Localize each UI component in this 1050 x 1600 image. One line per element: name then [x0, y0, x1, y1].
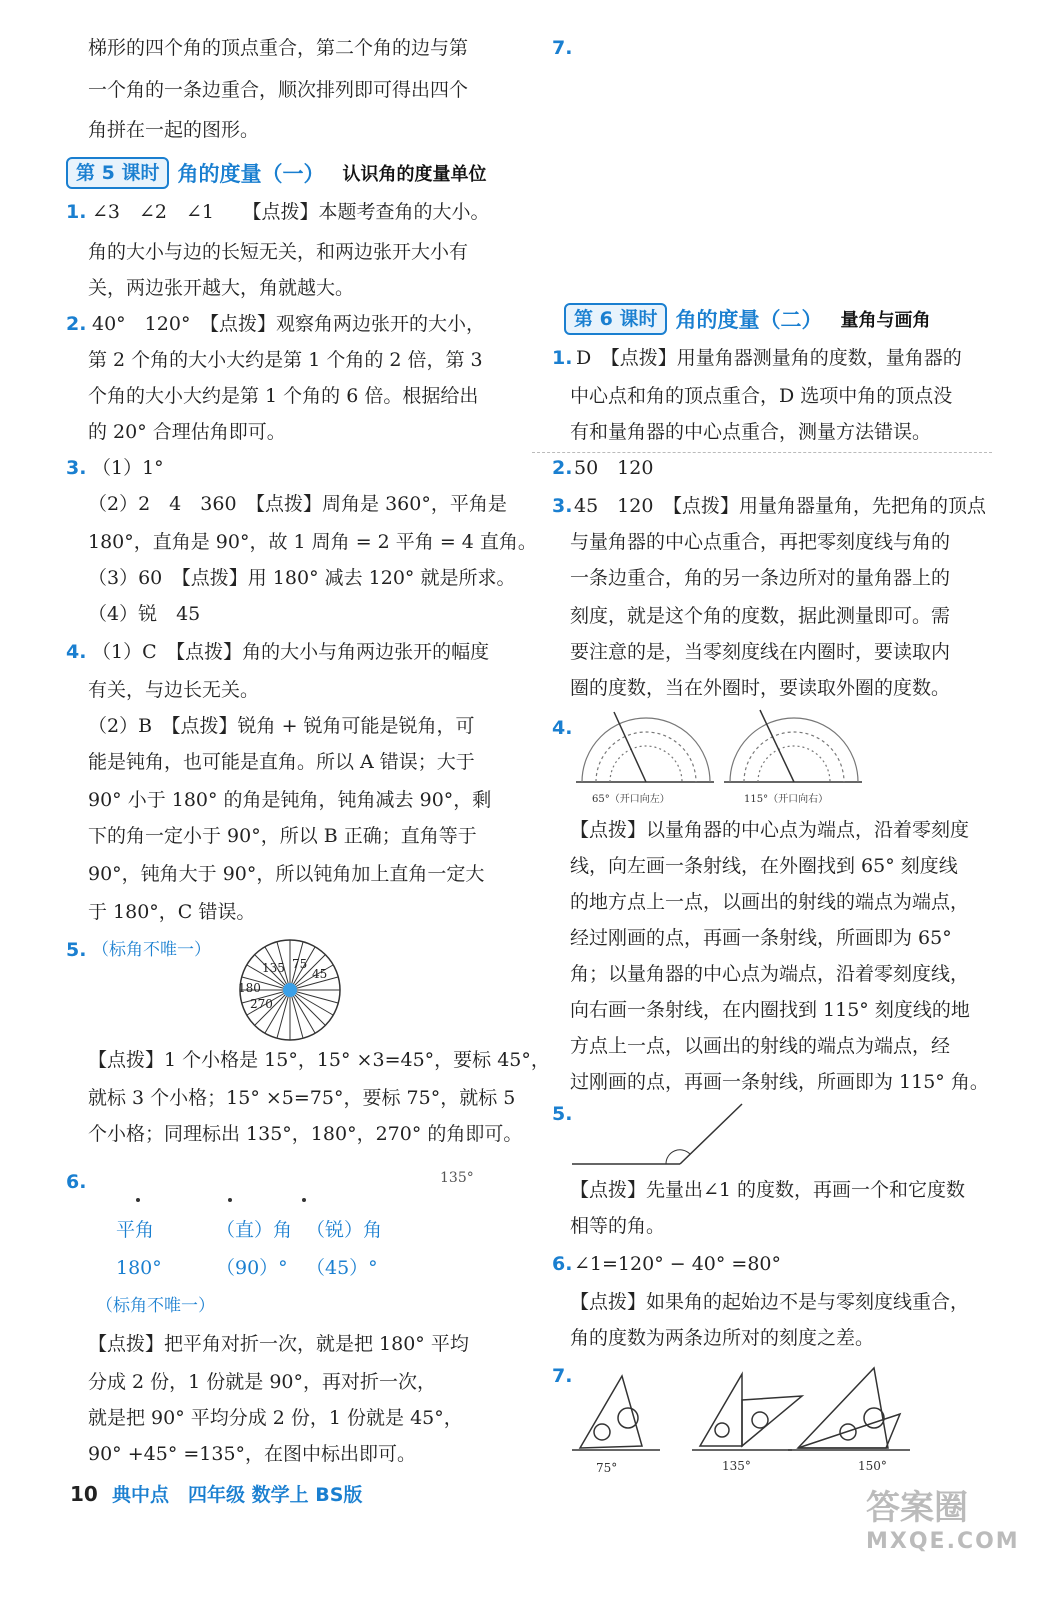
- answer-line: 下的角一定小于 90°，所以 B 正确；直角等于: [88, 825, 477, 847]
- question-number: 7.: [552, 37, 573, 59]
- figure-caption: 135°: [722, 1459, 751, 1473]
- answer-line: （3）60 【点拨】用 180° 减去 120° 就是所求。: [88, 567, 516, 589]
- angle-name: 平角: [116, 1219, 155, 1241]
- watermark-url: MXQE.COM: [866, 1529, 1020, 1554]
- lesson-title: 角的度量（二）: [675, 308, 823, 332]
- answer-note: （标角不唯一）: [96, 1296, 215, 1316]
- answer-line: ∠1=120° − 40° =80°: [574, 1253, 782, 1275]
- watermark-text: 答案圈: [866, 1488, 968, 1528]
- section-separator: [532, 452, 992, 453]
- answer-line: （2）2 4 360 【点拨】周角是 360°，平角是: [88, 493, 507, 515]
- dial-label: 75: [292, 957, 308, 971]
- dial-label: 45: [312, 967, 328, 981]
- question-number: 1.: [552, 347, 573, 369]
- dial-label: 270: [250, 997, 273, 1011]
- question-number: 3.: [552, 495, 573, 517]
- answer-line: 50 120: [574, 457, 654, 479]
- answer-line: 【点拨】以量角器的中心点为端点，沿着零刻度: [570, 819, 970, 841]
- protractor-right: [724, 710, 862, 782]
- answer-line: 就是把 90° 平均分成 2 份，1 份就是 45°，: [88, 1407, 463, 1429]
- question-number: 5.: [66, 939, 87, 961]
- answer-line: （4）锐 45: [88, 603, 201, 625]
- clock-dial-figure: [232, 934, 352, 1044]
- lesson-badge: 第 5 课时: [66, 157, 169, 189]
- lesson-subtitle: 量角与画角: [840, 310, 931, 331]
- answer-line: 角的度数为两条边所对的刻度之差。: [570, 1327, 875, 1349]
- answer-line: 【点拨】如果角的起始边不是与零刻度线重合，: [570, 1291, 970, 1313]
- answer-line: 个小格；同理标出 135°，180°，270° 的角即可。: [88, 1123, 523, 1145]
- set-square-figures: [570, 1360, 990, 1478]
- book-brand: 典中点 四年级 数学上 BS版: [112, 1484, 363, 1506]
- answer-line: 分成 2 份，1 份就是 90°，再对折一次，: [88, 1371, 437, 1393]
- answer-line: 【点拨】把平角对折一次，就是把 180° 平均: [88, 1333, 469, 1355]
- answer-line: 圈的度数，当在外圈时，要读取外圈的度数。: [570, 677, 951, 699]
- angle-degree: （45）°: [306, 1257, 378, 1279]
- corner-angle-label: 135°: [440, 1170, 474, 1186]
- answer-line: 的 20° 合理估角即可。: [88, 421, 286, 443]
- question-number: 2.: [552, 457, 573, 479]
- protractor-left: [576, 712, 714, 782]
- angle-degree: （90）°: [216, 1257, 288, 1279]
- question-number: 7.: [552, 1365, 573, 1387]
- intro-line: 角拼在一起的图形。: [88, 119, 260, 141]
- lesson-badge: 第 6 课时: [564, 303, 667, 335]
- answer-line: （1）1°: [92, 457, 164, 479]
- angle-degree: 180°: [116, 1257, 162, 1279]
- protractor-caption: 115°（开口向右）: [744, 794, 829, 805]
- answer-line: 要注意的是，当零刻度线在内圈时，要读取内: [570, 641, 951, 663]
- lesson-title: 角的度量（一）: [177, 162, 325, 186]
- answer-line: 45 120 【点拨】用量角器量角，先把角的顶点: [574, 495, 986, 517]
- answer-line: 经过刚画的点，再画一条射线，所画即为 65°: [570, 927, 952, 949]
- answer-line: 能是钝角，也可能是直角。所以 A 错误；大于: [88, 751, 475, 773]
- answer-line: 90°，钝角大于 90°，所以钝角加上直角一定大: [88, 863, 485, 885]
- answer-line: 就标 3 个小格；15° ×5=75°，要标 75°，就标 5: [88, 1087, 516, 1109]
- answer-line: 【点拨】1 个小格是 15°，15° ×3=45°，要标 45°，: [88, 1049, 550, 1071]
- answer-line: 方点上一点，以画出的射线的端点为端点，经: [570, 1035, 951, 1057]
- protractor-caption: 65°（开口向左）: [592, 794, 670, 805]
- answer-line: 关，两边张开越大，角就越大。: [88, 277, 355, 299]
- dial-label: 135: [262, 961, 285, 975]
- question-number: 5.: [552, 1103, 573, 1125]
- answer-line: 刻度，就是这个角的度数，据此测量即可。需: [570, 605, 951, 627]
- answer-line: 第 2 个角的大小大约是第 1 个角的 2 倍，第 3: [88, 349, 483, 371]
- figure-caption: 75°: [596, 1461, 618, 1475]
- angle-name: （直）角: [216, 1219, 293, 1241]
- answer-line: 的地方点上一点，以画出的射线的端点为端点，: [570, 891, 970, 913]
- page-number: 10: [70, 1482, 98, 1506]
- question-number: 6.: [66, 1171, 87, 1193]
- figure-caption: 150°: [858, 1459, 887, 1473]
- question-number: 1.: [66, 201, 87, 223]
- answer-line: （1）C 【点拨】角的大小与角两边张开的幅度: [92, 641, 490, 663]
- answer-line: 相等的角。: [570, 1215, 666, 1237]
- vertex-dots: [126, 1194, 346, 1206]
- question-number: 3.: [66, 457, 87, 479]
- answer-line: 有和量角器的中心点重合，测量方法错误。: [570, 421, 932, 443]
- intro-line: 梯形的四个角的顶点重合，第二个角的边与第: [88, 37, 469, 59]
- answer-line: 角的大小与边的长短无关，和两边张开大小有: [88, 241, 469, 263]
- answer-line: 向右画一条射线，在内圈找到 115° 刻度线的地: [570, 999, 970, 1021]
- answer-line: （2）B 【点拨】锐角 + 锐角可能是锐角，可: [88, 715, 475, 737]
- watermark: [866, 1480, 1020, 1554]
- angle-figure: [570, 1098, 750, 1168]
- answer-line: ∠3 ∠2 ∠1 【点拨】本题考查角的大小。: [92, 201, 490, 223]
- answer-line: 过刚画的点，再画一条射线，所画即为 115° 角。: [570, 1071, 989, 1093]
- answer-line: 于 180°，C 错误。: [88, 901, 256, 923]
- answer-line: 中心点和角的顶点重合，D 选项中角的顶点没: [570, 385, 953, 407]
- lesson-subtitle: 认识角的度量单位: [342, 164, 487, 185]
- answer-line: 90° 小于 180° 的角是钝角，钝角减去 90°，剩: [88, 789, 492, 811]
- protractor-figures: [574, 708, 874, 808]
- answer-line: 40° 120° 【点拨】观察角两边张开的大小，: [92, 313, 485, 335]
- answer-line: 与量角器的中心点重合，再把零刻度线与角的: [570, 531, 951, 553]
- answer-line: 【点拨】先量出∠1 的度数，再画一个和它度数: [570, 1179, 966, 1201]
- answer-line: 180°，直角是 90°，故 1 周角 = 2 平角 = 4 直角。: [88, 531, 537, 553]
- answer-note: （标角不唯一）: [92, 940, 211, 960]
- answer-line: D 【点拨】用量角器测量角的度数，量角器的: [576, 347, 962, 369]
- answer-line: 个角的大小大约是第 1 个角的 6 倍。根据给出: [88, 385, 479, 407]
- question-number: 2.: [66, 313, 87, 335]
- question-number: 4.: [66, 641, 87, 663]
- answer-line: 角；以量角器的中心点为端点，沿着零刻度线，: [570, 963, 970, 985]
- answer-line: 有关，与边长无关。: [88, 679, 260, 701]
- question-number: 4.: [552, 717, 573, 739]
- question-number: 6.: [552, 1253, 573, 1275]
- angle-name: （锐）角: [306, 1219, 383, 1241]
- answer-line: 一条边重合，角的另一条边所对的量角器上的: [570, 567, 951, 589]
- lesson-6-header: [564, 302, 930, 336]
- dial-label: 180: [238, 981, 261, 995]
- answer-line: 90° +45° =135°，在图中标出即可。: [88, 1443, 417, 1465]
- answer-line: 线，向左画一条射线，在外圈找到 65° 刻度线: [570, 855, 958, 877]
- intro-line: 一个角的一条边重合，顺次排列即可得出四个: [88, 79, 469, 101]
- lesson-5-header: [66, 156, 486, 190]
